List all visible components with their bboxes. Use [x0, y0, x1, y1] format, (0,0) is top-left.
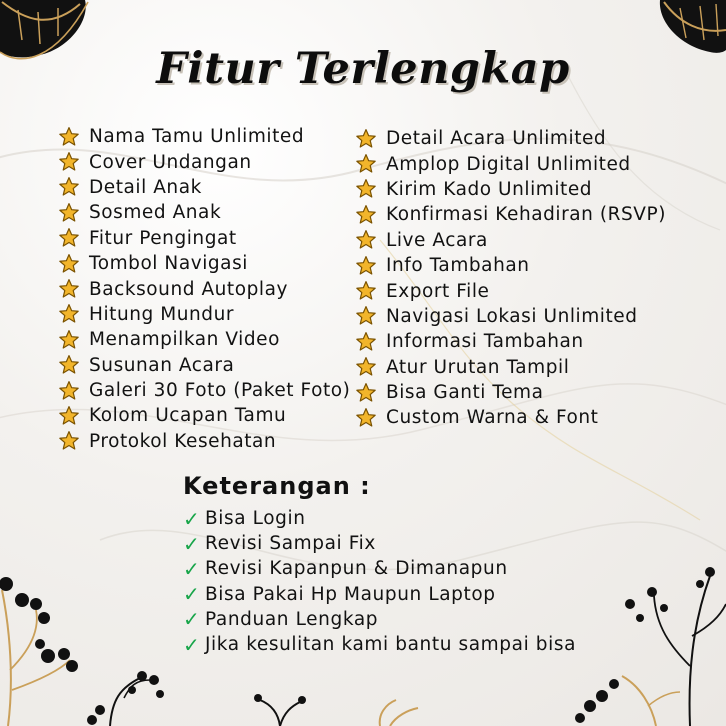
star-icon — [58, 176, 80, 198]
feature-label: Menampilkan Video — [89, 329, 280, 351]
feature-label: Sosmed Anak — [89, 202, 222, 224]
page-title: Fitur Terlengkap — [156, 44, 570, 94]
feature-item — [355, 304, 666, 329]
feature-item — [355, 253, 666, 278]
star-icon — [355, 305, 377, 327]
keterangan-item — [183, 531, 576, 556]
feature-label: Bisa Ganti Tema — [386, 382, 544, 404]
keterangan-item — [183, 632, 576, 657]
star-icon — [355, 204, 377, 226]
feature-item — [355, 355, 666, 380]
feature-item — [355, 177, 666, 202]
feature-label: Atur Urutan Tampil — [386, 356, 570, 378]
feature-label: Tombol Navigasi — [89, 253, 248, 275]
feature-item — [355, 380, 666, 405]
feature-item — [58, 378, 350, 403]
feature-label: Navigasi Lokasi Unlimited — [386, 305, 638, 327]
check-icon: ✓ — [183, 531, 200, 556]
feature-label: Kirim Kado Unlimited — [386, 178, 593, 200]
star-icon — [58, 126, 80, 148]
feature-label: Custom Warna & Font — [386, 407, 599, 429]
keterangan-item — [183, 582, 576, 607]
star-icon — [58, 278, 80, 300]
feature-item — [355, 278, 666, 303]
keterangan-label: Bisa Login — [205, 508, 306, 530]
feature-label: Export File — [386, 280, 490, 302]
keterangan-label: Bisa Pakai Hp Maupun Laptop — [205, 583, 496, 605]
feature-label: Konfirmasi Kehadiran (RSVP) — [386, 204, 666, 226]
star-icon — [58, 354, 80, 376]
keterangan-label: Panduan Lengkap — [205, 608, 379, 630]
star-icon — [58, 405, 80, 427]
feature-item — [58, 200, 350, 225]
star-icon — [58, 202, 80, 224]
feature-label: Susunan Acara — [89, 354, 235, 376]
star-icon — [58, 329, 80, 351]
star-icon — [355, 280, 377, 302]
star-icon — [355, 178, 377, 200]
feature-item — [58, 353, 350, 378]
check-icon: ✓ — [183, 582, 200, 607]
check-icon: ✓ — [183, 632, 200, 657]
feature-item — [355, 329, 666, 354]
feature-label: Info Tambahan — [386, 255, 530, 277]
keterangan-label: Revisi Kapanpun & Dimanapun — [205, 558, 508, 580]
star-icon — [355, 356, 377, 378]
feature-label: Detail Acara Unlimited — [386, 128, 607, 150]
feature-item — [355, 405, 666, 430]
star-icon — [355, 255, 377, 277]
feature-item — [58, 175, 350, 200]
branch-decoration-bottom-left — [0, 570, 190, 726]
feature-item — [58, 429, 350, 454]
star-icon — [58, 151, 80, 173]
keterangan-item — [183, 607, 576, 632]
feature-item — [58, 327, 350, 352]
feature-label: Hitung Mundur — [89, 303, 235, 325]
sprig-decoration-bottom-center — [240, 688, 440, 726]
feature-label: Fitur Pengingat — [89, 227, 237, 249]
feature-item — [58, 302, 350, 327]
feature-label: Kolom Ucapan Tamu — [89, 405, 287, 427]
check-icon: ✓ — [183, 556, 200, 581]
feature-label: Live Acara — [386, 229, 488, 251]
keterangan-item — [183, 506, 576, 531]
branch-decoration-bottom-right — [560, 556, 726, 726]
star-icon — [355, 229, 377, 251]
feature-item — [58, 251, 350, 276]
star-icon — [58, 227, 80, 249]
star-icon — [58, 430, 80, 452]
star-icon — [355, 407, 377, 429]
feature-item — [355, 202, 666, 227]
feature-list-right — [355, 126, 666, 431]
feature-item — [58, 124, 350, 149]
feature-label: Detail Anak — [89, 176, 202, 198]
feature-label: Amplop Digital Unlimited — [386, 153, 631, 175]
keterangan-label: Jika kesulitan kami bantu sampai bisa — [205, 634, 577, 656]
feature-label: Cover Undangan — [89, 151, 252, 173]
star-icon — [355, 153, 377, 175]
check-icon: ✓ — [183, 607, 200, 632]
feature-item — [58, 403, 350, 428]
feature-label: Nama Tamu Unlimited — [89, 126, 305, 148]
feature-label: Galeri 30 Foto (Paket Foto) — [89, 380, 351, 402]
feature-item — [58, 149, 350, 174]
feature-item — [58, 226, 350, 251]
star-icon — [58, 380, 80, 402]
check-icon: ✓ — [183, 506, 200, 531]
keterangan-list — [183, 506, 576, 657]
feature-item — [355, 228, 666, 253]
feature-list-left — [58, 124, 350, 454]
star-icon — [355, 382, 377, 404]
star-icon — [355, 128, 377, 150]
keterangan-label: Revisi Sampai Fix — [205, 533, 376, 555]
feature-item — [355, 126, 666, 151]
star-icon — [355, 331, 377, 353]
feature-label: Backsound Autoplay — [89, 278, 288, 300]
feature-item — [355, 151, 666, 176]
keterangan-item — [183, 556, 576, 581]
feature-label: Protokol Kesehatan — [89, 430, 277, 452]
star-icon — [58, 253, 80, 275]
star-icon — [58, 303, 80, 325]
feature-label: Informasi Tambahan — [386, 331, 584, 353]
keterangan-heading: Keterangan : — [183, 472, 371, 500]
feature-item — [58, 276, 350, 301]
